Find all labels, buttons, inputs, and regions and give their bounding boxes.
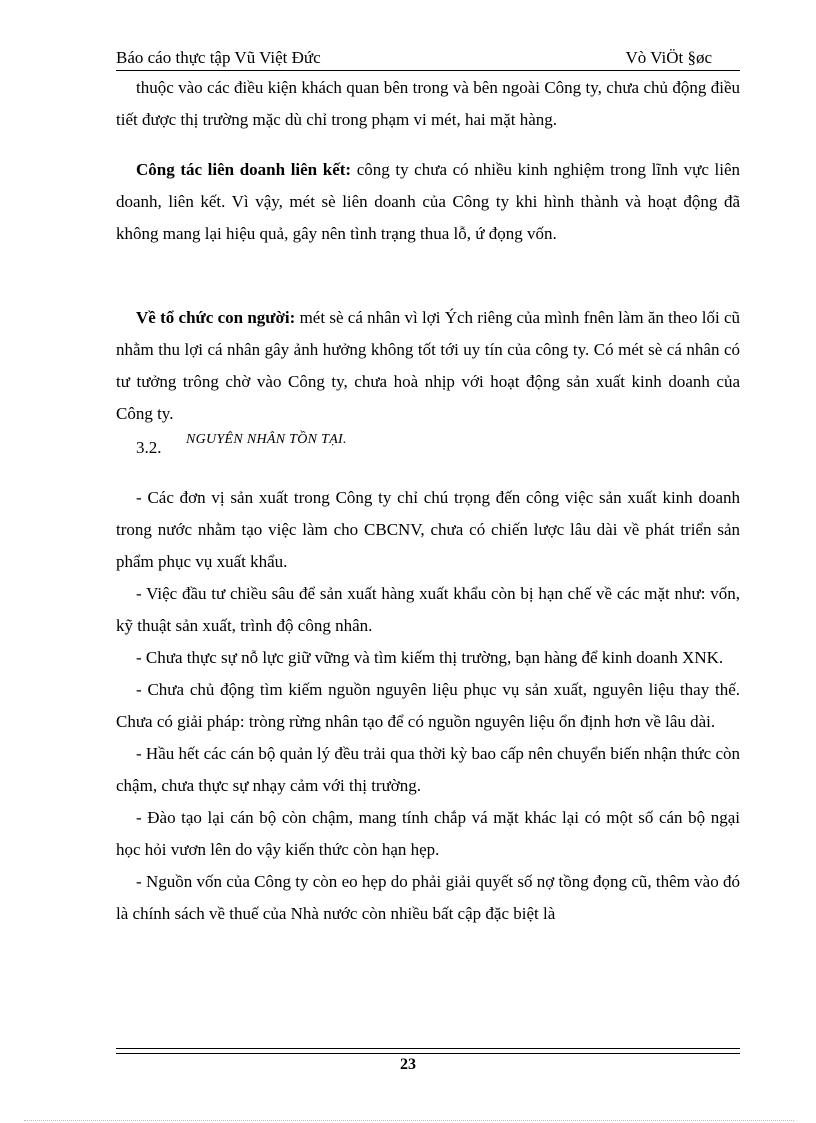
footer-rule [116, 1048, 740, 1054]
paragraph-personnel [116, 302, 740, 430]
bullet-item: - Nguồn vốn của Công ty còn eo hẹp do phải giải quyết số nợ tồng đọng cũ, thêm vào đó là chính sách về thuế của Nhà nước còn nhiều bất cập đặc biệt là [116, 872, 740, 923]
document-body [116, 72, 740, 930]
paragraph-personnel-text: mét sè cá nhân vì lợi Ých riêng của mình fnên làm ăn theo lối cũ nhằm thu lợi cá nhân gây ảnh hưởng không tốt tới uy tín của công ty. Có mét sè cá nhân có tư tưởng trông chờ vào Công ty, chưa hoà nhịp với hoạt động sản xuất kinh doanh của Công ty. [116, 308, 740, 423]
bullet-item: - Việc đầu tư chiều sâu để sản xuất hàng xuất khẩu còn bị hạn chế về các mặt như: vốn, kỹ thuật sản xuất, trình độ công nhân. [116, 584, 740, 635]
page-number: 23 [400, 1056, 416, 1073]
bullet-item: - Chưa thực sự nỗ lực giữ vững và tìm kiếm thị trường, bạn hàng để kinh doanh XNK. [136, 648, 724, 667]
paragraph-joint-venture-heading: Công tác liên doanh liên kết: [136, 160, 352, 179]
paragraph-1: thuộc vào các điều kiện khách quan bên trong và bên ngoài Công ty, chưa chủ động điều tiết được thị trường mặc dù chỉ trong phạm vi mét, hai mặt hàng. [116, 78, 740, 129]
header-report-title: Báo cáo thực tập Vũ Việt Đức [116, 48, 321, 67]
bullet-item: - Hầu hết các cán bộ quản lý đều trải qua thời kỳ bao cấp nên chuyển biến nhận thức còn chậm, chưa thực sự nhạy cảm với thị trường. [116, 744, 740, 795]
bullet-item: - Đào tạo lại cán bộ còn chậm, mang tính chắp vá mặt khác lại có một số cán bộ ngại học hỏi vươn lên do vậy kiến thức còn hạn hẹp. [116, 808, 740, 859]
bullet-item: - Các đơn vị sản xuất trong Công ty chỉ chú trọng đến công việc sản xuất kinh doanh trong nước nhằm tạo việc làm cho CBCNV, chưa có chiến lược lâu dài về phát triển sản phẩm phục vụ xuất khẩu. [116, 488, 740, 571]
section-number: 3.2. [136, 438, 162, 457]
section-title: NGUYÊN NHÂN TỒN TẠI. [186, 432, 347, 447]
header-author: Vò ViÖt §øc [625, 48, 712, 67]
paragraph-personnel-heading: Về tổ chức con người: [136, 308, 296, 327]
paragraph-joint-venture-text: công ty chưa có nhiều kinh nghiệm trong lĩnh vực liên doanh, liên kết. Vì vậy, mét sè liên doanh của Công ty khi hình thành và hoạt động đã không mang lại hiệu quả, gây nên tình trạng thua lỗ, ứ đọng vốn. [116, 160, 740, 243]
page-header [116, 46, 740, 71]
section-heading [116, 430, 740, 464]
paragraph-joint-venture [116, 154, 740, 250]
page-bottom-dotted-rule [24, 1120, 794, 1121]
bullet-item: - Chưa chủ động tìm kiếm nguồn nguyên liệu phục vụ sản xuất, nguyên liệu thay thế. Chưa có giải pháp: tròng rừng nhân tạo để có nguồn nguyên liệu ổn định hơn về lâu dài. [116, 680, 740, 731]
